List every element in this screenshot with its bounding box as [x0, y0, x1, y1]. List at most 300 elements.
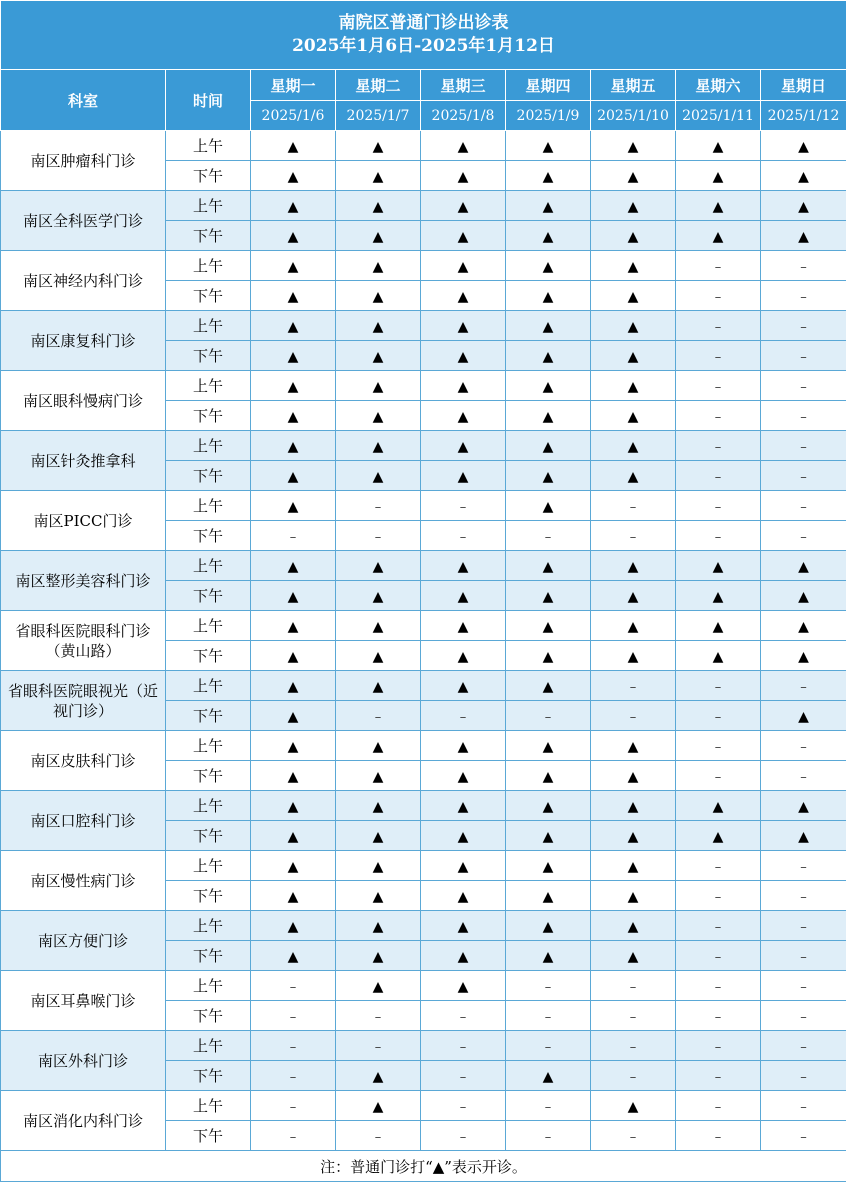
triangle-icon: ▲ [798, 558, 809, 575]
open-mark-cell [251, 281, 336, 311]
open-mark-cell [591, 941, 676, 971]
table-row [1, 251, 846, 281]
closed-mark-cell [506, 521, 591, 551]
open-mark-cell [676, 581, 761, 611]
triangle-icon: ▲ [712, 618, 724, 635]
open-mark-cell [336, 761, 421, 791]
triangle-icon: ▲ [457, 798, 469, 815]
triangle-icon: ▲ [542, 828, 554, 845]
dash-icon: – [544, 1009, 552, 1025]
dash-icon: – [800, 319, 807, 335]
triangle-icon: ▲ [287, 468, 299, 485]
open-mark-cell [506, 611, 591, 641]
triangle-icon: ▲ [627, 378, 639, 395]
dash-icon: – [374, 529, 382, 545]
open-mark-cell [591, 791, 676, 821]
open-mark-cell [251, 461, 336, 491]
department-name: 省眼科医院眼视光（近视门诊） [1, 671, 166, 731]
closed-mark-cell [761, 371, 846, 401]
open-mark-cell [591, 371, 676, 401]
page-title: 南院区普通门诊出诊表 [338, 13, 509, 33]
dash-icon: – [714, 1039, 722, 1055]
open-mark-cell [421, 221, 506, 251]
open-mark-cell [591, 191, 676, 221]
dash-icon: – [714, 529, 722, 545]
weekday-header: 星期一 [251, 70, 336, 101]
dash-icon: – [714, 769, 722, 785]
triangle-icon: ▲ [457, 378, 469, 395]
open-mark-cell [251, 491, 336, 521]
period-label: 上午 [166, 491, 251, 521]
open-mark-cell [336, 311, 421, 341]
open-mark-cell [251, 371, 336, 401]
triangle-icon: ▲ [372, 888, 384, 905]
dash-icon: – [289, 529, 297, 545]
table-row [1, 671, 846, 701]
dash-icon: – [459, 1099, 467, 1115]
department-name: 南区针灸推拿科 [1, 431, 166, 491]
triangle-icon: ▲ [627, 468, 639, 485]
open-mark-cell [336, 461, 421, 491]
closed-mark-cell [506, 1031, 591, 1061]
triangle-icon: ▲ [372, 228, 384, 245]
table-row [1, 611, 846, 641]
triangle-icon: ▲ [372, 348, 384, 365]
open-mark-cell [251, 761, 336, 791]
weekday-header: 星期四 [506, 70, 591, 101]
triangle-icon: ▲ [287, 228, 299, 245]
triangle-icon: ▲ [287, 138, 299, 155]
dash-icon: – [629, 679, 637, 695]
triangle-icon: ▲ [627, 828, 639, 845]
triangle-icon: ▲ [712, 798, 724, 815]
triangle-icon: ▲ [542, 318, 554, 335]
open-mark-cell [336, 641, 421, 671]
open-mark-cell [506, 161, 591, 191]
open-mark-cell [336, 911, 421, 941]
triangle-icon: ▲ [542, 1068, 554, 1085]
closed-mark-cell [421, 1091, 506, 1121]
open-mark-cell [336, 221, 421, 251]
triangle-icon: ▲ [542, 558, 554, 575]
table-row [1, 131, 846, 161]
open-mark-cell [421, 371, 506, 401]
dash-icon: – [714, 679, 722, 695]
open-mark-cell [336, 611, 421, 641]
triangle-icon: ▲ [372, 678, 384, 695]
triangle-icon: ▲ [457, 918, 469, 935]
triangle-icon: ▲ [457, 768, 469, 785]
dash-icon: – [714, 409, 722, 425]
open-mark-cell [421, 731, 506, 761]
dash-icon: – [374, 1009, 382, 1025]
open-mark-cell [421, 671, 506, 701]
open-mark-cell [251, 551, 336, 581]
open-mark-cell [421, 551, 506, 581]
dash-icon: – [800, 739, 807, 755]
triangle-icon: ▲ [798, 798, 809, 815]
triangle-icon: ▲ [372, 948, 384, 965]
closed-mark-cell [761, 341, 846, 371]
closed-mark-cell [336, 1121, 421, 1151]
triangle-icon: ▲ [457, 258, 469, 275]
triangle-icon: ▲ [372, 1098, 384, 1115]
open-mark-cell [506, 821, 591, 851]
period-label: 上午 [166, 251, 251, 281]
closed-mark-cell [676, 491, 761, 521]
open-mark-cell [336, 671, 421, 701]
dash-icon: – [714, 379, 722, 395]
open-mark-cell [421, 791, 506, 821]
triangle-icon: ▲ [542, 648, 554, 665]
triangle-icon: ▲ [542, 198, 554, 215]
triangle-icon: ▲ [457, 738, 469, 755]
closed-mark-cell [251, 1031, 336, 1061]
open-mark-cell [591, 611, 676, 641]
dash-icon: – [800, 1129, 807, 1145]
closed-mark-cell [761, 671, 846, 701]
open-mark-cell [336, 251, 421, 281]
dash-icon: – [714, 739, 722, 755]
period-label: 下午 [166, 161, 251, 191]
closed-mark-cell [336, 491, 421, 521]
open-mark-cell [421, 161, 506, 191]
open-mark-cell [591, 761, 676, 791]
period-label: 下午 [166, 461, 251, 491]
closed-mark-cell [591, 1121, 676, 1151]
dash-icon: – [629, 1069, 637, 1085]
open-mark-cell [761, 641, 846, 671]
triangle-icon: ▲ [372, 168, 384, 185]
triangle-icon: ▲ [457, 618, 469, 635]
table-row [1, 971, 846, 1001]
closed-mark-cell [676, 971, 761, 1001]
open-mark-cell [251, 581, 336, 611]
triangle-icon: ▲ [627, 348, 639, 365]
open-mark-cell [761, 221, 846, 251]
dash-icon: – [714, 949, 722, 965]
open-mark-cell [251, 701, 336, 731]
period-label: 下午 [166, 881, 251, 911]
open-mark-cell [761, 191, 846, 221]
triangle-icon: ▲ [627, 798, 639, 815]
dash-icon: – [714, 319, 722, 335]
triangle-icon: ▲ [627, 438, 639, 455]
closed-mark-cell [761, 491, 846, 521]
open-mark-cell [506, 461, 591, 491]
date-header: 2025/1/8 [421, 101, 506, 131]
open-mark-cell [591, 731, 676, 761]
closed-mark-cell [676, 881, 761, 911]
triangle-icon: ▲ [798, 168, 809, 185]
closed-mark-cell [761, 1121, 846, 1151]
open-mark-cell [336, 1061, 421, 1091]
open-mark-cell [591, 551, 676, 581]
open-mark-cell [591, 851, 676, 881]
closed-mark-cell [676, 1061, 761, 1091]
open-mark-cell [676, 221, 761, 251]
time-header: 时间 [166, 70, 251, 131]
closed-mark-cell [676, 251, 761, 281]
open-mark-cell [761, 791, 846, 821]
triangle-icon: ▲ [627, 288, 639, 305]
closed-mark-cell [676, 401, 761, 431]
open-mark-cell [421, 191, 506, 221]
date-header: 2025/1/7 [336, 101, 421, 131]
open-mark-cell [506, 581, 591, 611]
dash-icon: – [714, 289, 722, 305]
table-row [1, 191, 846, 221]
open-mark-cell [251, 131, 336, 161]
dash-icon: – [800, 1039, 807, 1055]
open-mark-cell [336, 371, 421, 401]
open-mark-cell [506, 191, 591, 221]
triangle-icon: ▲ [798, 138, 809, 155]
closed-mark-cell [336, 1031, 421, 1061]
table-row [1, 791, 846, 821]
table-row [1, 491, 846, 521]
dash-icon: – [629, 499, 637, 515]
triangle-icon: ▲ [372, 318, 384, 335]
closed-mark-cell [506, 971, 591, 1001]
open-mark-cell [676, 161, 761, 191]
dash-icon: – [544, 1129, 552, 1145]
open-mark-cell [761, 161, 846, 191]
open-mark-cell [506, 431, 591, 461]
dash-icon: – [800, 859, 807, 875]
table-row [1, 431, 846, 461]
open-mark-cell [251, 641, 336, 671]
dash-icon: – [374, 499, 382, 515]
closed-mark-cell [761, 461, 846, 491]
department-name: 南区消化内科门诊 [1, 1091, 166, 1151]
department-header: 科室 [1, 70, 166, 131]
dash-icon: – [714, 1009, 722, 1025]
period-label: 上午 [166, 1091, 251, 1121]
open-mark-cell [251, 191, 336, 221]
open-mark-cell [336, 281, 421, 311]
closed-mark-cell [591, 1061, 676, 1091]
open-mark-cell [421, 431, 506, 461]
open-mark-cell [676, 131, 761, 161]
dash-icon: – [800, 769, 807, 785]
triangle-icon: ▲ [542, 798, 554, 815]
open-mark-cell [506, 371, 591, 401]
date-header: 2025/1/6 [251, 101, 336, 131]
table-row [1, 1031, 846, 1061]
closed-mark-cell [676, 521, 761, 551]
triangle-icon: ▲ [287, 858, 299, 875]
closed-mark-cell [676, 461, 761, 491]
open-mark-cell [506, 791, 591, 821]
open-mark-cell [761, 581, 846, 611]
open-mark-cell [251, 731, 336, 761]
open-mark-cell [761, 131, 846, 161]
table-row [1, 731, 846, 761]
open-mark-cell [421, 911, 506, 941]
triangle-icon: ▲ [457, 978, 469, 995]
closed-mark-cell [761, 971, 846, 1001]
dash-icon: – [289, 1009, 297, 1025]
open-mark-cell [336, 401, 421, 431]
triangle-icon: ▲ [627, 888, 639, 905]
triangle-icon: ▲ [712, 588, 724, 605]
triangle-icon: ▲ [287, 168, 299, 185]
triangle-icon: ▲ [798, 618, 809, 635]
dash-icon: – [800, 1069, 807, 1085]
dash-icon: – [629, 1129, 637, 1145]
triangle-icon: ▲ [542, 738, 554, 755]
triangle-icon: ▲ [457, 438, 469, 455]
period-label: 上午 [166, 731, 251, 761]
triangle-icon: ▲ [457, 348, 469, 365]
open-mark-cell [336, 881, 421, 911]
table-row [1, 851, 846, 881]
open-mark-cell [506, 941, 591, 971]
triangle-icon: ▲ [457, 198, 469, 215]
period-label: 上午 [166, 1031, 251, 1061]
period-label: 下午 [166, 821, 251, 851]
triangle-icon: ▲ [542, 258, 554, 275]
dash-icon: – [544, 1039, 552, 1055]
weekday-header: 星期二 [336, 70, 421, 101]
triangle-icon: ▲ [457, 138, 469, 155]
closed-mark-cell [676, 941, 761, 971]
closed-mark-cell [591, 1031, 676, 1061]
triangle-icon: ▲ [542, 768, 554, 785]
period-label: 下午 [166, 581, 251, 611]
open-mark-cell [251, 881, 336, 911]
weekday-header: 星期五 [591, 70, 676, 101]
closed-mark-cell [676, 1001, 761, 1031]
dash-icon: – [459, 1039, 467, 1055]
triangle-icon: ▲ [287, 648, 299, 665]
dash-icon: – [714, 979, 722, 995]
open-mark-cell [421, 251, 506, 281]
triangle-icon: ▲ [712, 168, 724, 185]
triangle-icon: ▲ [287, 948, 299, 965]
open-mark-cell [506, 671, 591, 701]
department-name: 南区康复科门诊 [1, 311, 166, 371]
open-mark-cell [591, 911, 676, 941]
closed-mark-cell [676, 1031, 761, 1061]
dash-icon: – [289, 1129, 297, 1145]
open-mark-cell [506, 1061, 591, 1091]
triangle-icon: ▲ [372, 648, 384, 665]
period-label: 下午 [166, 1121, 251, 1151]
dash-icon: – [800, 439, 807, 455]
table-row [1, 1091, 846, 1121]
open-mark-cell [336, 161, 421, 191]
open-mark-cell [251, 311, 336, 341]
triangle-icon: ▲ [457, 678, 469, 695]
period-label: 下午 [166, 401, 251, 431]
open-mark-cell [506, 281, 591, 311]
open-mark-cell [591, 821, 676, 851]
triangle-icon: ▲ [457, 288, 469, 305]
triangle-icon: ▲ [542, 858, 554, 875]
triangle-icon: ▲ [287, 768, 299, 785]
open-mark-cell [506, 881, 591, 911]
triangle-icon: ▲ [712, 558, 724, 575]
closed-mark-cell [591, 971, 676, 1001]
closed-mark-cell [761, 1061, 846, 1091]
triangle-icon: ▲ [287, 888, 299, 905]
open-mark-cell [676, 191, 761, 221]
footnote: 注：普通门诊打“▲”表示开诊。 [1, 1151, 846, 1182]
triangle-icon: ▲ [372, 768, 384, 785]
department-name: 南区眼科慢病门诊 [1, 371, 166, 431]
closed-mark-cell [676, 761, 761, 791]
triangle-icon: ▲ [372, 588, 384, 605]
dash-icon: – [800, 289, 807, 305]
dash-icon: – [714, 469, 722, 485]
dash-icon: – [714, 259, 722, 275]
dash-icon: – [714, 439, 722, 455]
open-mark-cell [506, 551, 591, 581]
period-label: 下午 [166, 341, 251, 371]
dash-icon: – [289, 1039, 297, 1055]
triangle-icon: ▲ [542, 168, 554, 185]
department-name: 南区整形美容科门诊 [1, 551, 166, 611]
open-mark-cell [336, 341, 421, 371]
triangle-icon: ▲ [627, 1098, 639, 1115]
period-label: 下午 [166, 941, 251, 971]
open-mark-cell [591, 881, 676, 911]
dash-icon: – [714, 1069, 722, 1085]
open-mark-cell [336, 941, 421, 971]
dash-icon: – [374, 709, 382, 725]
closed-mark-cell [421, 701, 506, 731]
open-mark-cell [676, 821, 761, 851]
department-name: 南区方便门诊 [1, 911, 166, 971]
triangle-icon: ▲ [457, 948, 469, 965]
table-row [1, 911, 846, 941]
open-mark-cell [336, 731, 421, 761]
period-label: 上午 [166, 311, 251, 341]
table-row [1, 551, 846, 581]
closed-mark-cell [506, 701, 591, 731]
closed-mark-cell [761, 881, 846, 911]
closed-mark-cell [676, 1091, 761, 1121]
triangle-icon: ▲ [457, 648, 469, 665]
dash-icon: – [800, 1099, 807, 1115]
dash-icon: – [800, 349, 807, 365]
period-label: 上午 [166, 851, 251, 881]
dash-icon: – [800, 979, 807, 995]
open-mark-cell [336, 581, 421, 611]
closed-mark-cell [761, 251, 846, 281]
triangle-icon: ▲ [372, 798, 384, 815]
closed-mark-cell [761, 851, 846, 881]
dash-icon: – [459, 1129, 467, 1145]
department-name: 南区PICC门诊 [1, 491, 166, 551]
closed-mark-cell [761, 1031, 846, 1061]
closed-mark-cell [421, 1061, 506, 1091]
triangle-icon: ▲ [287, 558, 299, 575]
open-mark-cell [251, 161, 336, 191]
triangle-icon: ▲ [712, 828, 724, 845]
triangle-icon: ▲ [712, 138, 724, 155]
department-name: 南区全科医学门诊 [1, 191, 166, 251]
triangle-icon: ▲ [287, 588, 299, 605]
open-mark-cell [591, 251, 676, 281]
open-mark-cell [421, 821, 506, 851]
dash-icon: – [800, 679, 807, 695]
dash-icon: – [800, 379, 807, 395]
open-mark-cell [591, 131, 676, 161]
triangle-icon: ▲ [627, 228, 639, 245]
